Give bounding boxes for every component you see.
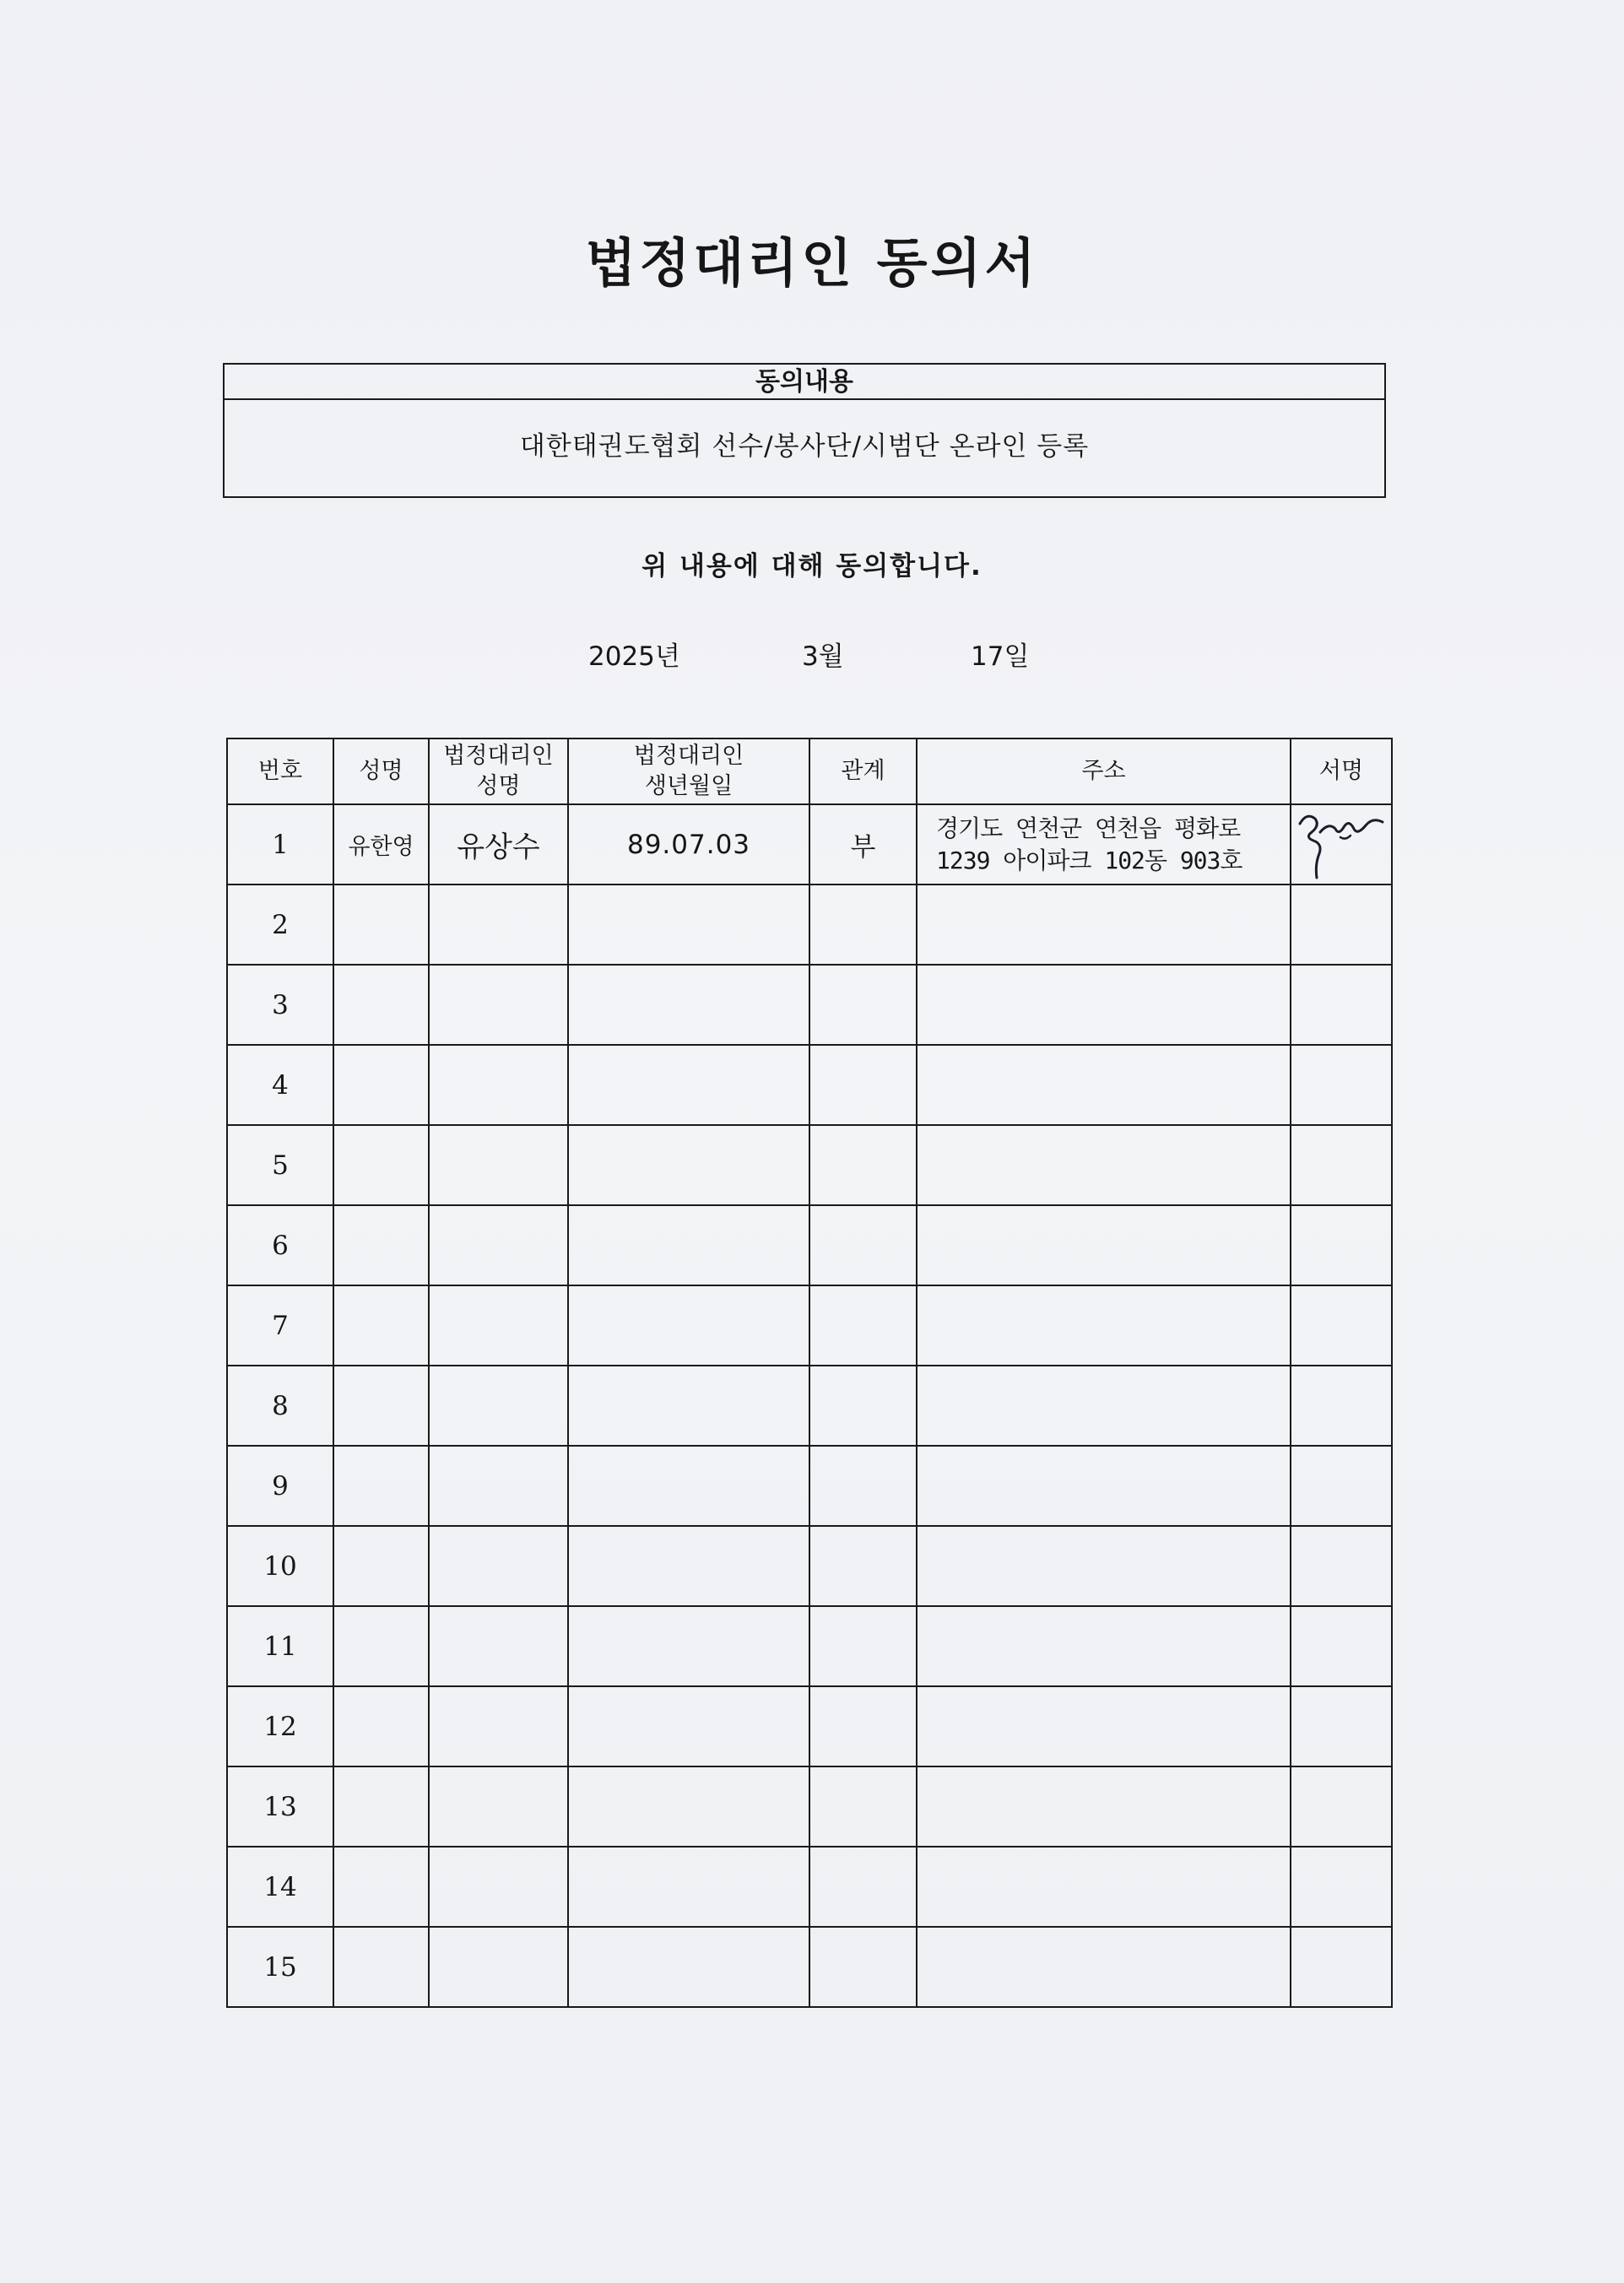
table-row	[227, 885, 1392, 965]
row-guardian-dob	[568, 1285, 809, 1366]
row-guardian-dob	[568, 1686, 809, 1766]
header-no: 번호	[227, 738, 333, 804]
row-guardian-name	[429, 1285, 568, 1366]
row-guardian-dob	[568, 1847, 809, 1927]
handwritten-signature-icon	[1295, 807, 1388, 883]
row-relation	[809, 1526, 917, 1606]
row-name	[333, 1606, 429, 1686]
row-address	[917, 1366, 1291, 1446]
row-no: 6	[227, 1205, 333, 1285]
row-guardian-dob	[568, 1205, 809, 1285]
row-address	[917, 1766, 1291, 1847]
row-relation	[809, 1686, 917, 1766]
row-guardian-dob	[568, 1927, 809, 2007]
table-header-row	[227, 738, 1392, 804]
row-signature	[1291, 1766, 1392, 1847]
row-signature	[1291, 1285, 1392, 1366]
row-address	[917, 1927, 1291, 2007]
consent-content-header: 동의내용	[225, 365, 1384, 400]
row-address	[917, 1045, 1291, 1125]
row-signature	[1291, 1366, 1392, 1446]
row-relation	[809, 1125, 917, 1205]
row-signature	[1291, 965, 1392, 1045]
row-guardian-dob: 89.07.03	[568, 804, 809, 885]
row-signature	[1291, 885, 1392, 965]
row-guardian-name	[429, 1927, 568, 2007]
date-day: 17일	[971, 641, 1030, 672]
row-address	[917, 965, 1291, 1045]
row-relation	[809, 1366, 917, 1446]
row-no: 1	[227, 804, 333, 885]
row-address-line2: 1239 아이파크 102동 903호	[936, 846, 1242, 874]
row-relation	[809, 1927, 917, 2007]
row-guardian-dob	[568, 965, 809, 1045]
row-guardian-dob	[568, 1446, 809, 1526]
table-row	[227, 1927, 1392, 2007]
row-guardian-dob	[568, 885, 809, 965]
header-guardian-dob	[568, 738, 809, 804]
row-no: 13	[227, 1766, 333, 1847]
row-guardian-dob	[568, 1125, 809, 1205]
row-relation	[809, 1045, 917, 1125]
header-guardian-name	[429, 738, 568, 804]
row-signature	[1291, 1446, 1392, 1526]
table-row	[227, 1766, 1392, 1847]
table-row	[227, 1606, 1392, 1686]
row-signature	[1291, 1686, 1392, 1766]
row-guardian-name	[429, 1686, 568, 1766]
row-signature	[1291, 1205, 1392, 1285]
header-address: 주소	[917, 738, 1291, 804]
row-no: 2	[227, 885, 333, 965]
consent-content-box	[223, 363, 1386, 498]
table-row	[227, 1285, 1392, 1366]
row-name	[333, 1526, 429, 1606]
row-name: 유한영	[333, 804, 429, 885]
row-guardian-dob	[568, 1366, 809, 1446]
row-guardian-name	[429, 1446, 568, 1526]
row-name	[333, 1045, 429, 1125]
row-signature	[1291, 804, 1392, 885]
table-row	[227, 1446, 1392, 1526]
row-address	[917, 1205, 1291, 1285]
row-name	[333, 1205, 429, 1285]
row-relation	[809, 1285, 917, 1366]
row-no: 7	[227, 1285, 333, 1366]
row-signature	[1291, 1526, 1392, 1606]
document-title: 법정대리인 동의서	[585, 232, 1039, 294]
row-address	[917, 1446, 1291, 1526]
row-guardian-name	[429, 885, 568, 965]
row-name	[333, 965, 429, 1045]
header-signature: 서명	[1291, 738, 1392, 804]
row-relation	[809, 1766, 917, 1847]
table-row	[227, 1366, 1392, 1446]
row-no: 11	[227, 1606, 333, 1686]
row-no: 8	[227, 1366, 333, 1446]
row-address	[917, 1847, 1291, 1927]
date-month: 3월	[802, 641, 844, 672]
row-address	[917, 1526, 1291, 1606]
consent-content-body: 대한태권도협회 선수/봉사단/시범단 온라인 등록	[519, 431, 1090, 462]
row-signature	[1291, 1847, 1392, 1927]
row-signature	[1291, 1927, 1392, 2007]
table-row	[227, 1045, 1392, 1125]
table-row	[227, 1526, 1392, 1606]
row-relation	[809, 965, 917, 1045]
row-address	[917, 1686, 1291, 1766]
table-row	[227, 1686, 1392, 1766]
row-name	[333, 1927, 429, 2007]
row-address	[917, 1606, 1291, 1686]
row-no: 4	[227, 1045, 333, 1125]
row-address	[917, 885, 1291, 965]
row-no: 10	[227, 1526, 333, 1606]
row-guardian-dob	[568, 1766, 809, 1847]
row-guardian-dob	[568, 1045, 809, 1125]
row-guardian-name	[429, 1366, 568, 1446]
row-relation: 부	[809, 804, 917, 885]
row-address	[917, 1125, 1291, 1205]
row-guardian-name	[429, 1205, 568, 1285]
table-row	[227, 1125, 1392, 1205]
header-guardian-name-line1: 법정대리인	[443, 743, 554, 769]
row-relation	[809, 1847, 917, 1927]
row-address	[917, 1285, 1291, 1366]
row-relation	[809, 885, 917, 965]
table-body	[227, 804, 1392, 2007]
header-name: 성명	[333, 738, 429, 804]
row-name	[333, 1766, 429, 1847]
row-no: 5	[227, 1125, 333, 1205]
table-row	[227, 804, 1392, 885]
header-guardian-name-line2: 성명	[476, 773, 521, 799]
agree-statement: 위 내용에 대해 동의합니다.	[641, 551, 983, 582]
row-name	[333, 885, 429, 965]
row-name	[333, 1366, 429, 1446]
row-guardian-name: 유상수	[429, 804, 568, 885]
row-name	[333, 1847, 429, 1927]
row-signature	[1291, 1606, 1392, 1686]
date-year: 2025년	[588, 641, 680, 672]
row-guardian-name	[429, 965, 568, 1045]
row-guardian-name	[429, 1125, 568, 1205]
row-name	[333, 1285, 429, 1366]
table-row	[227, 1205, 1392, 1285]
row-guardian-name	[429, 1766, 568, 1847]
header-guardian-dob-line1: 법정대리인	[633, 743, 744, 769]
row-no: 14	[227, 1847, 333, 1927]
row-guardian-name	[429, 1847, 568, 1927]
row-guardian-dob	[568, 1526, 809, 1606]
table-row	[227, 965, 1392, 1045]
row-name	[333, 1446, 429, 1526]
row-signature	[1291, 1045, 1392, 1125]
row-no: 15	[227, 1927, 333, 2007]
row-relation	[809, 1446, 917, 1526]
row-relation	[809, 1205, 917, 1285]
row-no: 3	[227, 965, 333, 1045]
row-no: 9	[227, 1446, 333, 1526]
table-row	[227, 1847, 1392, 1927]
header-relation: 관계	[809, 738, 917, 804]
row-address	[917, 804, 1291, 885]
row-relation	[809, 1606, 917, 1686]
row-signature	[1291, 1125, 1392, 1205]
row-guardian-name	[429, 1526, 568, 1606]
guardian-consent-table	[226, 738, 1393, 2008]
header-guardian-dob-line2: 생년월일	[644, 773, 734, 799]
row-name	[333, 1686, 429, 1766]
row-address-line1: 경기도 연천군 연천읍 평화로	[936, 814, 1241, 842]
row-guardian-name	[429, 1606, 568, 1686]
row-guardian-name	[429, 1045, 568, 1125]
row-name	[333, 1125, 429, 1205]
row-guardian-dob	[568, 1606, 809, 1686]
row-no: 12	[227, 1686, 333, 1766]
